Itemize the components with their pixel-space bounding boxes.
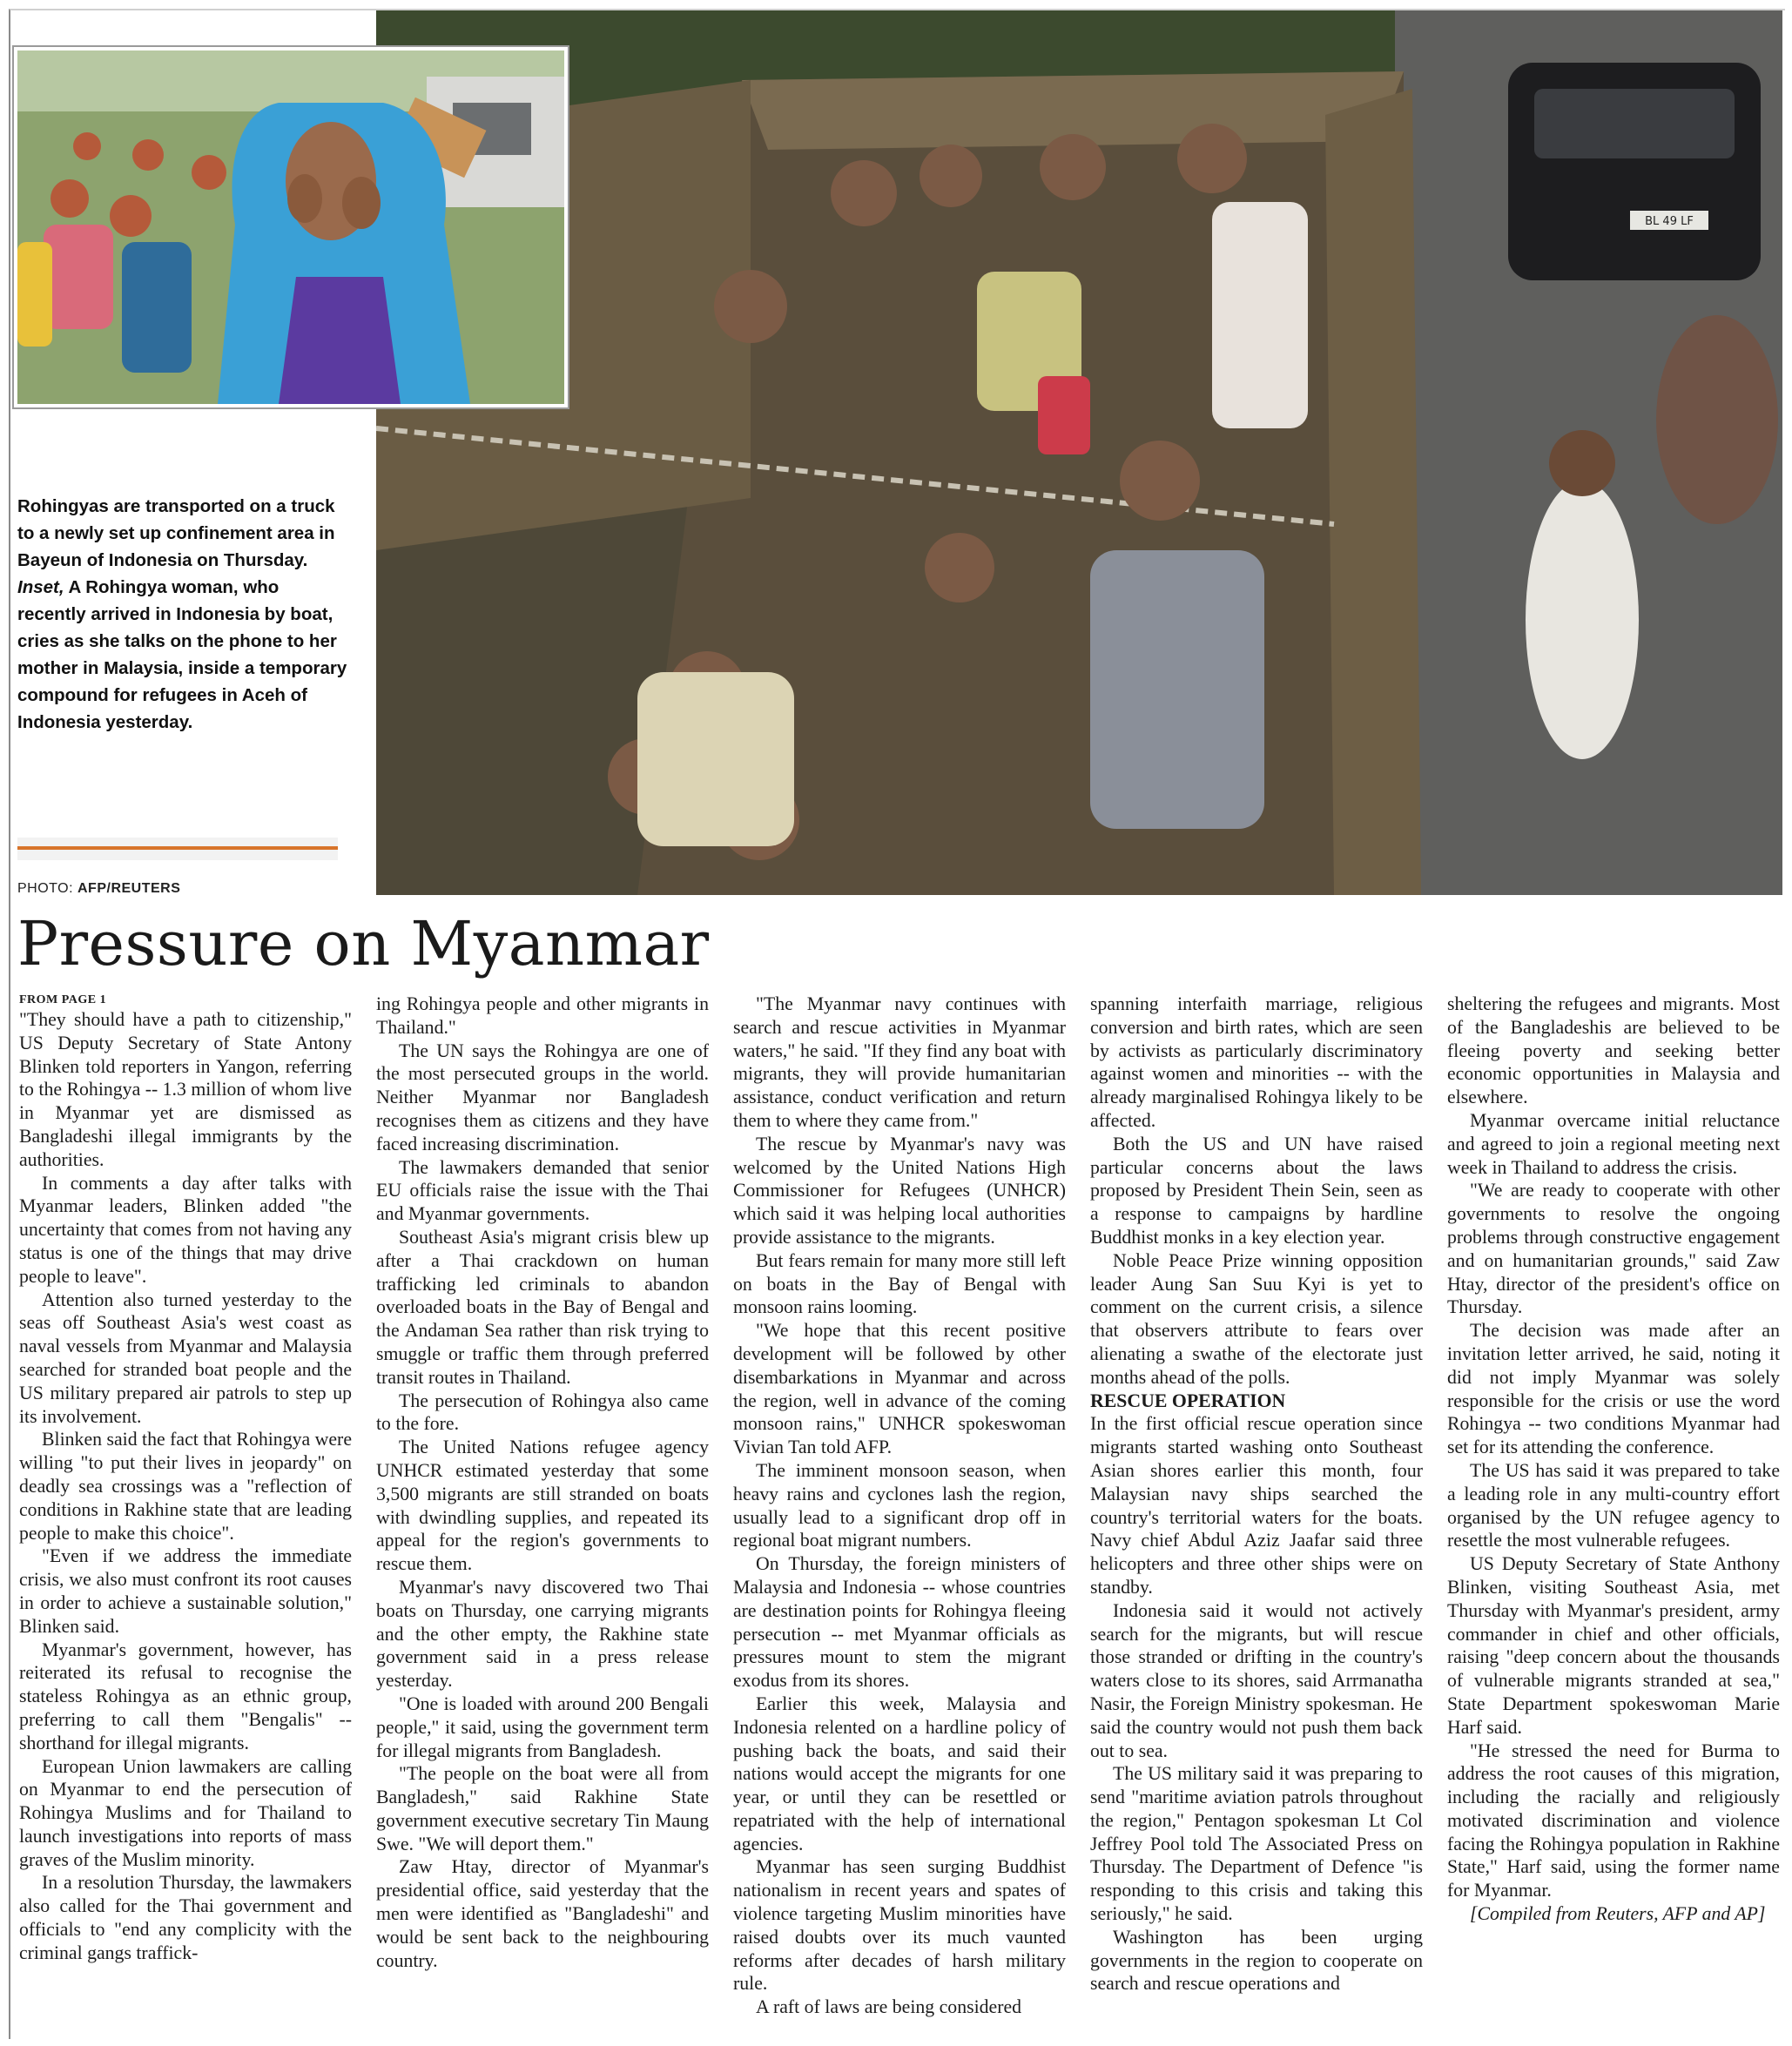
article-column-4 — [1090, 993, 1423, 1996]
paragraph: Earlier this week, Malaysia and Indonesia relented on a hardline policy of pushing back the boats, and said their nations would accept the migrants for one year, or until they can be resettled or repatriated with the help of international agencies. — [733, 1693, 1066, 1854]
paragraph: US Deputy Secretary of State Anthony Blinken, visiting Southeast Asia, met Thursday with Myanmar's president, army commander in chief and other officials, raising "deep concern about the thousands of vulnerable migrants stranded at sea," State Department spokeswoman Marie Harf said. — [1447, 1553, 1780, 1738]
caption-divider — [17, 838, 338, 860]
paragraph: "The Myanmar navy continues with search and rescue activities in Myanmar waters," he said. "If they find any boat with migrants, they will provide humanitarian assistance, conduct verification and return them to where they came from." — [733, 993, 1066, 1131]
paragraph: A raft of laws are being considered — [756, 1996, 1022, 2018]
paragraph: The lawmakers demanded that senior EU officials raise the issue with the Thai and Myanmar governments. — [376, 1156, 709, 1225]
paragraph: The rescue by Myanmar's navy was welcomed by the United Nations High Commissioner for Refugees (UNHCR) which said it was helping local authorities provide assistance to the migrants. — [733, 1133, 1066, 1248]
paragraph: In the first official rescue operation since migrants started washing onto Southeast Asian shores earlier this month, four Malaysian navy ships searched the country's territorial waters for the boats. Navy chief Abdul Aziz Jaafar said three helicopters and three other ships were on standby. — [1090, 1413, 1423, 1598]
paragraph: "We are ready to cooperate with other governments to resolve the ongoing problems through constructive engagement and on humanitarian grounds," said Zaw Htay, director of the president's office on Thursday. — [1447, 1180, 1780, 1318]
paragraph: spanning interfaith marriage, religious conversion and birth rates, which are seen by activists as particularly discriminatory against women and minorities -- with the already marginalised Rohingya likely to be affected. — [1090, 993, 1423, 1131]
paragraph: The imminent monsoon season, when heavy rains and cyclones lash the region, usually lead to a significant drop off in regional boat migrant numbers. — [733, 1459, 1066, 1551]
paragraph: Noble Peace Prize winning opposition leader Aung San Suu Kyi is yet to comment on the current crisis, a silence that observers attribute to fears over alienating a swathe of the electorate just months ahead of the polls. — [1090, 1249, 1423, 1388]
paragraph: Blinken said the fact that Rohingya were willing "to put their lives in jeopardy" on deadly sea crossings was a "reflection of conditions in Rakhine state that are leading people to make this choice". — [19, 1429, 352, 1544]
paragraph: The UN says the Rohingya are one of the most persecuted groups in the world. Neither Myanmar nor Bangladesh recognises them as citizens and they have faced increasing discrimination. — [376, 1040, 709, 1154]
article-column-3 — [733, 993, 1066, 2019]
paragraph: In comments a day after talks with Myanmar leaders, Blinken added "the uncertainty that comes from not having any status is one of the things that may drive people to leave". — [19, 1172, 352, 1287]
paragraph: Myanmar overcame initial reluctance and agreed to join a regional meeting next week in Thailand to address the crisis. — [1447, 1109, 1780, 1178]
article-column-5 — [1447, 993, 1780, 1926]
main-photograph — [376, 10, 1782, 895]
paragraph: In a resolution Thursday, the lawmakers also called for the Thai government and officials to "end any complicity with the criminal gangs traffick- — [19, 1872, 352, 1963]
woman-crying-image — [17, 50, 564, 404]
article-signoff: [Compiled from Reuters, AFP and AP] — [1470, 1903, 1766, 1925]
paragraph: Attention also turned yesterday to the seas off Southeast Asia's west coast as naval vessels from Myanmar and Malaysia searched for stranded boat people and the US military prepared air patrols to step up its involvement. — [19, 1289, 352, 1427]
paragraph: On Thursday, the foreign ministers of Malaysia and Indonesia -- whose countries are destination points for Rohingya fleeing persecution -- met Myanmar officials as pressures mount to stem the migrant exodus from its shores. — [733, 1553, 1066, 1692]
paragraph: Myanmar has seen surging Buddhist nationalism in recent years and spates of violence targeting Muslim minorities have raised doubts over its much vaunted reforms after decades of harsh military rule. — [733, 1856, 1066, 1995]
paragraph: Myanmar's government, however, has reiterated its refusal to recognise the stateless Rohingya as an ethnic group, preferring to call them "Bengalis" -- shorthand for illegal migrants. — [19, 1639, 352, 1753]
paragraph: Myanmar's navy discovered two Thai boats on Thursday, one carrying migrants and the other empty, the Rakhine state government said in a press release yesterday. — [376, 1576, 709, 1692]
paragraph: The US has said it was prepared to take a leading role in any multi-country effort organised by the UN refugee agency to resettle the most vulnerable refugees. — [1447, 1459, 1780, 1551]
truck-scene-image — [376, 10, 1782, 895]
photo-caption — [17, 493, 348, 736]
headline: Pressure on Myanmar — [17, 908, 710, 979]
photo-credit-label: PHOTO: — [17, 881, 74, 896]
article-column-2 — [376, 993, 709, 1972]
paragraph: But fears remain for many more still left on boats in the Bay of Bengal with monsoon rains looming. — [733, 1249, 1066, 1318]
caption-inset-label: Inset, — [17, 577, 64, 597]
paragraph: Washington has been urging governments in the region to cooperate on search and rescue operations and — [1090, 1926, 1423, 1995]
photo-credit-source: AFP/REUTERS — [77, 881, 181, 896]
paragraph: "Even if we address the immediate crisis, we also must confront its root causes in order to achieve a sustainable solution," Blinken said. — [19, 1545, 352, 1637]
caption-inset-text: A Rohingya woman, who recently arrived in Indonesia by boat, cries as she talks on the phone to her mother in Malaysia, inside a temporary compound for refugees in Aceh of Indonesia yesterday. — [17, 577, 347, 732]
paragraph: Indonesia said it would not actively search for the migrants, but will rescue those stranded or drifting in the country's waters close to its shores, said Arrmanatha Nasir, the Foreign Ministry spokesman. He said the country would not push them back out to sea. — [1090, 1599, 1423, 1761]
paragraph: The United Nations refugee agency UNHCR estimated yesterday that some 3,500 migrants are still stranded on boats with dwindling supplies, and repeated its appeal for the region's governments to rescue them. — [376, 1437, 709, 1575]
paragraph: "We hope that this recent positive development will be followed by other disembarkations in Myanmar and across the region, well in advance of the coming monsoon rains," UNHCR spokeswoman Vivian Tan told AFP. — [733, 1320, 1066, 1458]
paragraph: The persecution of Rohingya also came to the fore. — [376, 1390, 709, 1435]
license-plate: BL 49 LF — [1645, 215, 1694, 228]
paragraph: "They should have a path to citizenship," US Deputy Secretary of State Antony Blinken told reporters in Yangon, referring to the Rohingya -- 1.3 million of whom live in Myanmar yet are dismissed as Bangladeshi illegal immigrants by the authorities. — [19, 1009, 353, 1170]
paragraph: European Union lawmakers are calling on Myanmar to end the persecution of Rohingya Muslims and for Thailand to launch investigations into reports of mass graves of the Muslim minority. — [19, 1755, 352, 1870]
article-column-1 — [19, 993, 352, 1965]
inset-photograph — [14, 47, 568, 407]
section-subhead: RESCUE OPERATION — [1090, 1390, 1286, 1411]
paragraph: Zaw Htay, director of Myanmar's presidential office, said yesterday that the men were identified as "Bangladeshi" and would be sent back to the neighbouring country. — [376, 1856, 709, 1971]
paragraph: Southeast Asia's migrant crisis blew up after a Thai crackdown on human trafficking led criminals to abandon overloaded boats in the Bay of Bengal and the Andaman Sea rather than risk trying to smuggle or traffic them through preferred transit routes in Thailand. — [376, 1226, 709, 1388]
paragraph: ing Rohingya people and other migrants in Thailand." — [376, 993, 709, 1038]
caption-text: Rohingyas are transported on a truck to a newly set up confinement area in Bayeun of Indonesia on Thursday. — [17, 496, 335, 570]
paragraph: sheltering the refugees and migrants. Most of the Bangladeshis are believed to be fleeing poverty and seeking better economic opportunities in Malaysia and elsewhere. — [1447, 993, 1780, 1108]
page-jump-label: FROM PAGE 1 — [19, 993, 107, 1006]
paragraph: The US military said it was preparing to send "maritime aviation patrols throughout the region," Pentagon spokesman Lt Col Jeffrey Pool told The Associated Press on Thursday. The Department of Defence "is responding to this crisis and taking this seriously," he said. — [1090, 1763, 1423, 1925]
paragraph: "The people on the boat were all from Bangladesh," said Rakhine State government executive secretary Tin Maung Swe. "We will deport them." — [376, 1763, 709, 1854]
paragraph: The decision was made after an invitation letter arrived, he said, noting it did not imply Myanmar was solely responsible for the crisis or use the word Rohingya -- two conditions Myanmar had set for its attending the conference. — [1447, 1320, 1780, 1458]
paragraph: "One is loaded with around 200 Bengali people," it said, using the government term for illegal migrants from Bangladesh. — [376, 1693, 709, 1761]
photo-credit — [17, 881, 180, 897]
paragraph: "He stressed the need for Burma to address the root causes of this migration, including the racially and religiously motivated discrimination and violence facing the Rohingya population in Rakhine State," Harf said, using the former name for Myanmar. — [1447, 1740, 1780, 1901]
paragraph: Both the US and UN have raised particular concerns about the laws proposed by President Thein Sein, seen as a response to campaigns by hardline Buddhist monks in a key election year. — [1090, 1133, 1423, 1248]
